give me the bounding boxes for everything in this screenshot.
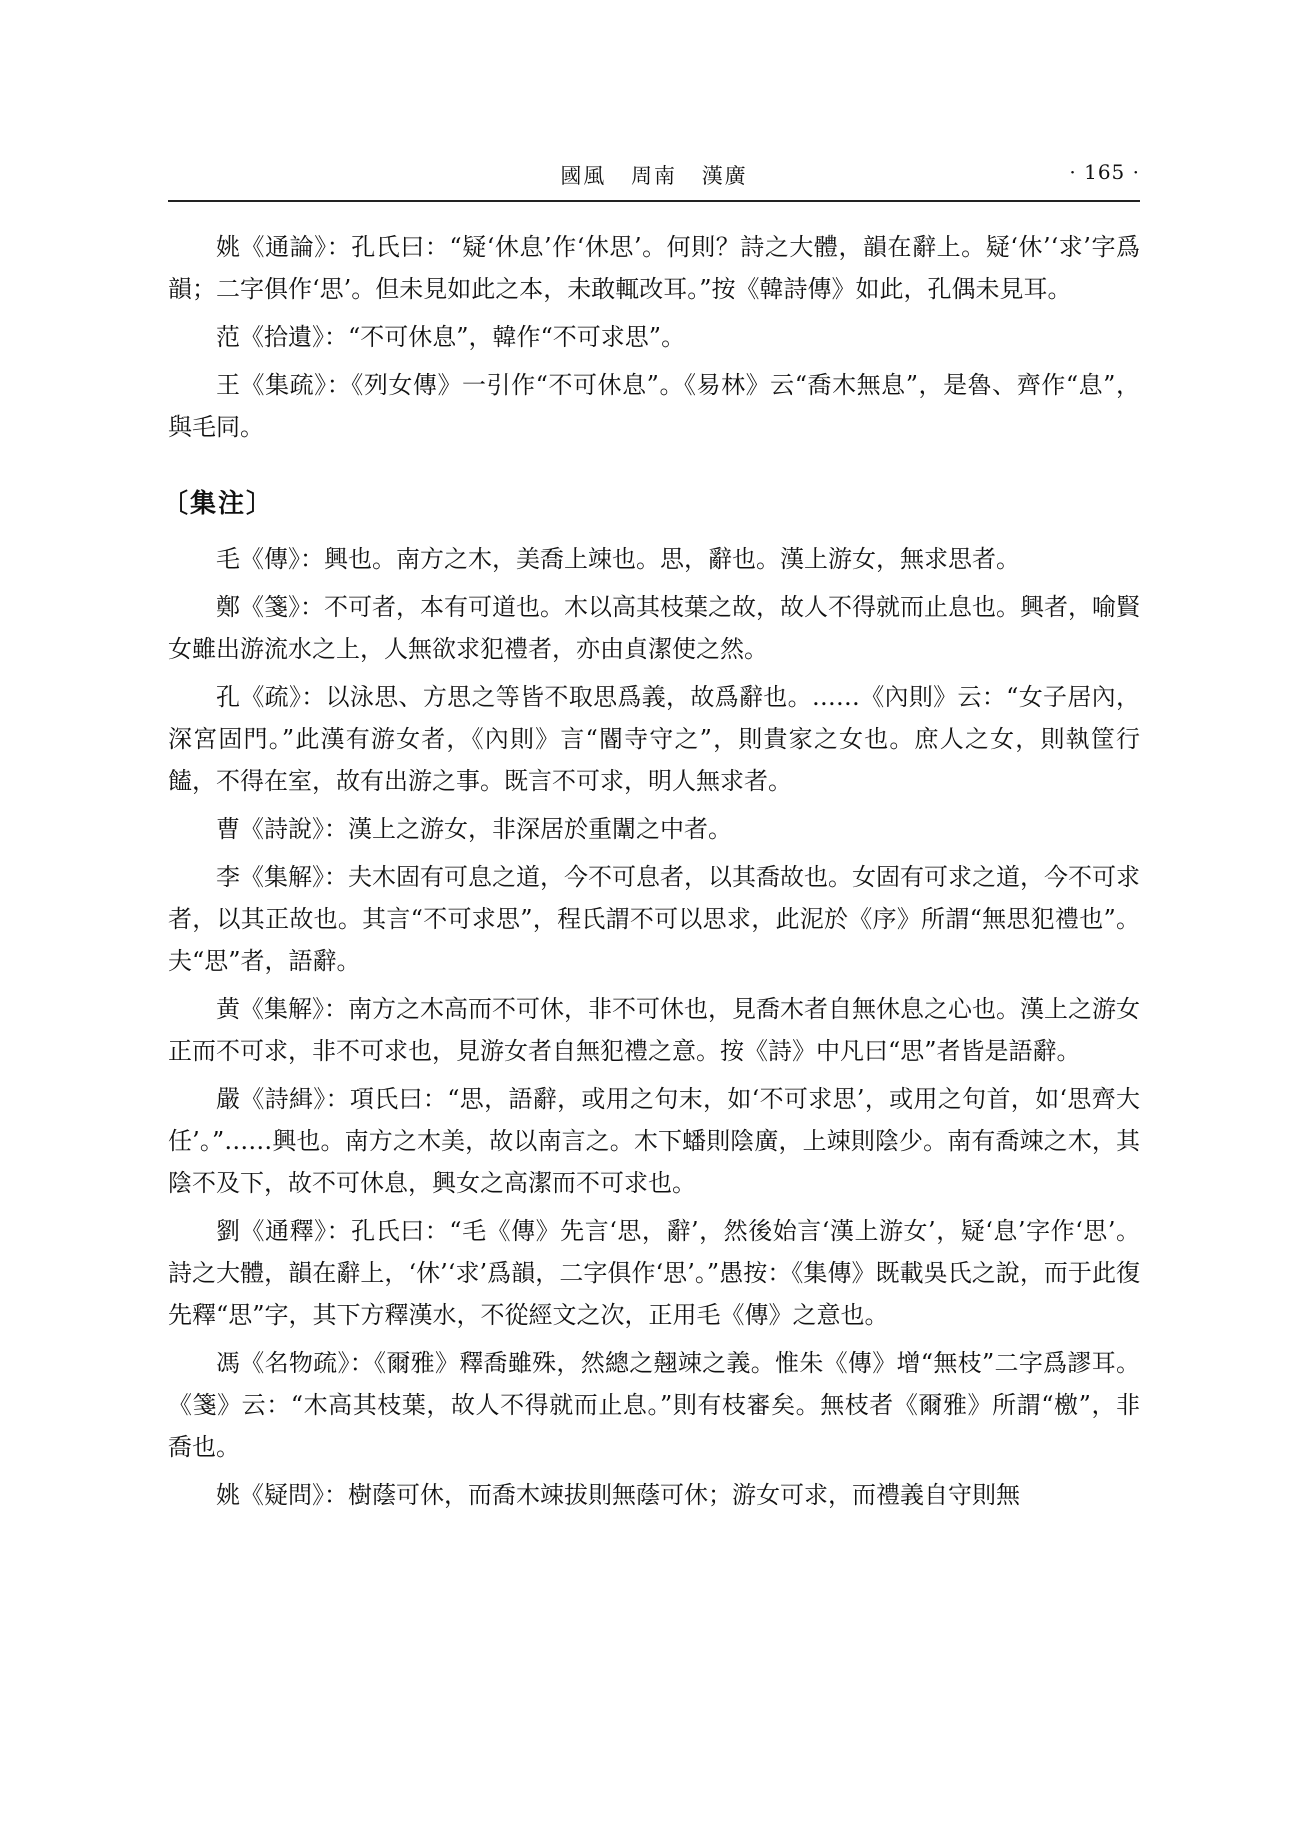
running-title	[168, 160, 1140, 190]
section-heading: 〔集注〕	[162, 489, 275, 519]
commentary-paragraph: 鄭《箋》：不可者，本有可道也。木以高其枝葉之故，故人不得就而止息也。興者，喻賢女雖出游流水之上，人無欲求犯禮者，亦由貞潔使之然。	[168, 593, 1140, 663]
textual-note-paragraph: 姚《通論》：孔氏曰：“疑‘休息’作‘休思’。何則？詩之大體，韻在辭上。疑‘休’‘求’字爲韻；二字俱作‘思’。但未見如此之本，未敢輒改耳。”按《韓詩傳》如此，孔偶未見耳。	[168, 233, 1140, 303]
commentary-paragraph: 李《集解》：夫木固有可息之道，今不可息者，以其喬故也。女固有可求之道，今不可求者，以其正故也。其言“不可求思”，程氏謂不可以思求，此泥於《序》所謂“無思犯禮也”。夫“思”者，語辭。	[168, 863, 1140, 975]
commentary-paragraph: 黄《集解》：南方之木高而不可休，非不可休也，見喬木者自無休息之心也。漢上之游女正而不可求，非不可求也，見游女者自無犯禮之意。按《詩》中凡曰“思”者皆是語辭。	[168, 995, 1140, 1065]
running-title-part: 國風	[560, 164, 607, 188]
commentary-paragraph: 姚《疑問》：樹蔭可休，而喬木竦拔則無蔭可休；游女可求，而禮義自守則無	[216, 1481, 1020, 1509]
commentary-paragraph: 孔《疏》：以泳思、方思之等皆不取思爲義，故爲辭也。……《內則》云：“女子居內，深宮固門。”此漢有游女者，《內則》言“閽寺守之”，則貴家之女也。庶人之女，則執筐行饁，不得在室，故有出游之事。既言不可求，明人無求者。	[168, 683, 1140, 795]
commentary-paragraph: 馮《名物疏》：《爾雅》釋喬雖殊，然總之翹竦之義。惟朱《傳》增“無枝”二字爲謬耳。《箋》云：“木高其枝葉，故人不得就而止息。”則有枝審矣。無枝者《爾雅》所謂“檄”，非喬也。	[168, 1349, 1140, 1461]
textual-note-paragraph: 王《集疏》：《列女傳》一引作“不可休息”。《易林》云“喬木無息”，是魯、齊作“息”，與毛同。	[168, 371, 1140, 441]
running-title-part: 周南	[631, 164, 677, 188]
commentary-paragraph: 嚴《詩緝》：項氏曰：“思，語辭，或用之句末，如‘不可求思’，或用之句首，如‘思齊大任’。”……興也。南方之木美，故以南言之。木下蟠則陰廣，上竦則陰少。南有喬竦之木，其陰不及下，故不可休息，興女之高潔而不可求也。	[168, 1085, 1140, 1197]
running-head	[168, 160, 1140, 194]
commentary-paragraph: 毛《傳》：興也。南方之木，美喬上竦也。思，辭也。漢上游女，無求思者。	[216, 545, 1020, 573]
commentary-paragraph: 曹《詩說》：漢上之游女，非深居於重闈之中者。	[216, 815, 732, 843]
page-body	[162, 226, 1140, 1522]
running-title-part: 漢廣	[701, 164, 748, 188]
textual-note-paragraph: 范《拾遺》：“不可休息”，韓作“不可求思”。	[216, 323, 686, 351]
commentary-paragraph: 劉《通釋》：孔氏曰：“毛《傳》先言‘思，辭’，然後始言‘漢上游女’，疑‘息’字作‘思’。詩之大體，韻在辭上，‘休’‘求’爲韻，二字俱作‘思’。”愚按：《集傳》既載吳氏之說，而于此復先釋“思”字，其下方釋漢水，不從經文之次，正用毛《傳》之意也。	[168, 1217, 1140, 1329]
page-number: · 165 ·	[1069, 160, 1140, 184]
header-rule	[168, 200, 1140, 202]
